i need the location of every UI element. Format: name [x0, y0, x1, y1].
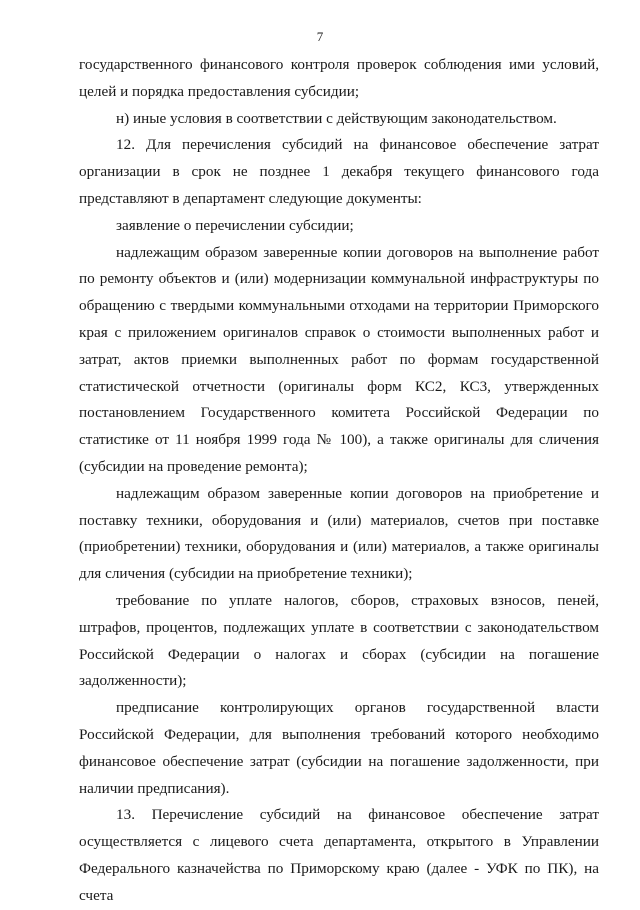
paragraph-repair-contracts: надлежащим образом заверенные копии договоров на выполнение работ по ремонту объектов и (или) модернизации коммунальной инфраструктуры по обращению с твердыми коммунальными отходами на территории Приморского края с приложением оригиналов справок о стоимости выполненных работ и затрат, актов приемки выполненных работ по формам государственной статистической отчетности (оригиналы форм КС2, КС3, утвержденных постановлением Государственного комитета Российской Федерации по статистике от 11 ноября 1999 года № 100), а также оригиналы для сличения (субсидии на проведение ремонта);: [79, 243, 599, 475]
paragraph-control-continuation: государственного финансового контроля проверок соблюдения ими условий, целей и порядка предоставления субсидии;: [79, 56, 599, 100]
paragraph-clause-13: 13. Перечисление субсидий на финансовое обеспечение затрат осуществляется с лицевого счета департамента, открытого в Управлении Федерального казначейства по Приморскому краю (далее - УФК по ПК), на счета: [79, 806, 599, 904]
page-number: 7: [316, 29, 324, 44]
paragraph-prescription: предписание контролирующих органов государственной власти Российской Федерации, для выполнения требований которого необходимо финансовое обеспечение затрат (субсидии на погашение задолженности, при наличии предписания).: [79, 699, 599, 797]
paragraph-item-n-other-conditions: н) иные условия в соответствии с действующим законодательством.: [116, 109, 557, 127]
paragraph-equipment-contracts: надлежащим образом заверенные копии договоров на приобретение и поставку техники, оборудования и (или) материалов, счетов при поставке (приобретении) техники, оборудования и (или) материалов, а также оригиналы для сличения (субсидии на приобретение техники);: [79, 484, 599, 583]
paragraph-clause-12: 12. Для перечисления субсидий на финансовое обеспечение затрат организации в срок не позднее 1 декабря текущего финансового года представляют в департамент следующие документы:: [79, 136, 599, 207]
document-body: [79, 52, 599, 910]
paragraph-tax-requirement: требование по уплате налогов, сборов, страховых взносов, пеней, штрафов, процентов, подлежащих уплате в соответствии с законодательством Российской Федерации о налогах и сборах (субсидии на погашение задолженности);: [79, 591, 599, 690]
paragraph-application: заявление о перечислении субсидии;: [116, 216, 354, 234]
